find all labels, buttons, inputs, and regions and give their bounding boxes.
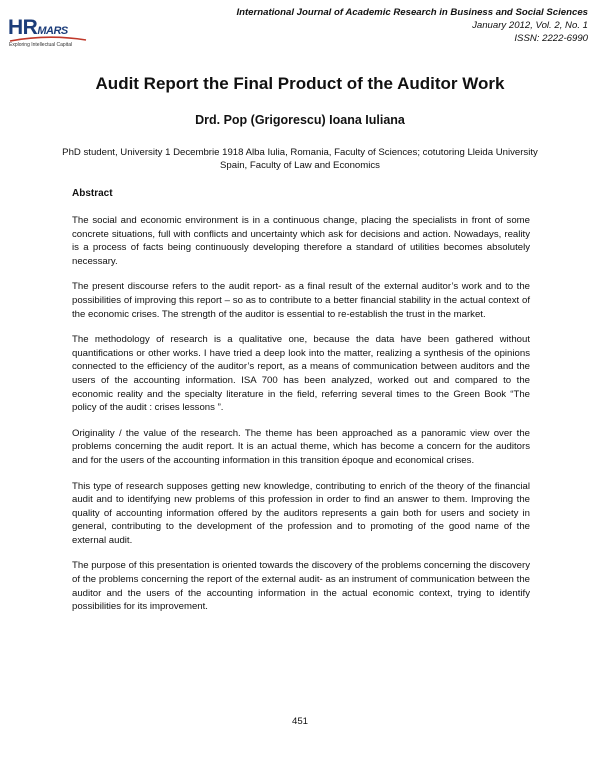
paper-title: Audit Report the Final Product of the Auditor Work bbox=[95, 74, 505, 93]
logo-text: HR bbox=[8, 16, 38, 39]
page-number: 451 bbox=[291, 716, 308, 727]
abstract-paragraph: The purpose of this presentation is oriented towards the discovery of the problems concerning the discovery of the problems concerning the report of the external audit- as an instrument of communication between the auditor and the users of the accounting information in the actual economic context, trying to identify possibilities for its improvement. bbox=[72, 560, 530, 613]
journal-header bbox=[236, 6, 588, 45]
abstract-body bbox=[72, 214, 530, 626]
abstract-paragraph: The methodology of research is a qualitative one, because the data have been gathered without quantifications or other works. I have tried a deep look into the matter, realizing a synthesis of the opinions connected to the efficiency of the auditor’s report, as a means of communication between auditors and the users of the accounting information. ISA 700 has been analyzed, worked out and compared to the economic reality and the specialty literature in the field, referring several times to the Green Book “The policy of the audit : crises lessons ”. bbox=[72, 334, 530, 414]
journal-title: International Journal of Academic Research in Business and Social Sciences bbox=[236, 7, 588, 18]
journal-issue: January 2012, Vol. 2, No. 1 bbox=[472, 20, 588, 31]
paper-author: Drd. Pop (Grigorescu) Ioana Iuliana bbox=[195, 113, 405, 127]
abstract-paragraph: Originality / the value of the research. The theme has been approached as a panoramic view over the problems concerning the audit report. It is an actual theme, which has become a concern for the auditors and for the users of the accounting information in this transition époque and economical crises. bbox=[72, 427, 530, 466]
abstract-paragraph: The social and economic environment is in a continuous change, placing the specialists in front of some concrete situations, full with conflicts and uncertainty which ask for decisions and action. Nowadays, reality is a process of facts being continuously developing therefore a standard of utilities becomes absolutely necessary. bbox=[72, 215, 530, 267]
logo-tagline: Exploring Intellectual Capital bbox=[9, 42, 73, 48]
journal-issn: ISSN: 2222-6990 bbox=[514, 33, 588, 44]
abstract-paragraph: The present discourse refers to the audit report- as a final result of the external auditor’s work and to the possibilities of improving this report – so as to contribute to a better financial stability in the actual context of the economic crises. The strength of the auditor is essential to re-establish the trust in the market. bbox=[72, 281, 530, 320]
abstract-paragraph: This type of research supposes getting new knowledge, contributing to enrich of the theory of the financial audit and to identifying new problems of this profession in order to find an answer to them. Improving the quality of accounting information offered by the auditors represents a gain both for users and society in general, contributing to the development of the profession and to promoting of the good name of the external audit. bbox=[72, 480, 530, 546]
logo-suffix: MARS bbox=[37, 25, 68, 37]
author-affiliation: PhD student, University 1 Decembrie 1918 Alba Iulia, Romania, Faculty of Sciences; cotutoring Lleida University Spain, Faculty of Law and Economics bbox=[62, 147, 538, 171]
abstract-heading: Abstract bbox=[72, 188, 113, 199]
journal-logo bbox=[8, 14, 92, 58]
